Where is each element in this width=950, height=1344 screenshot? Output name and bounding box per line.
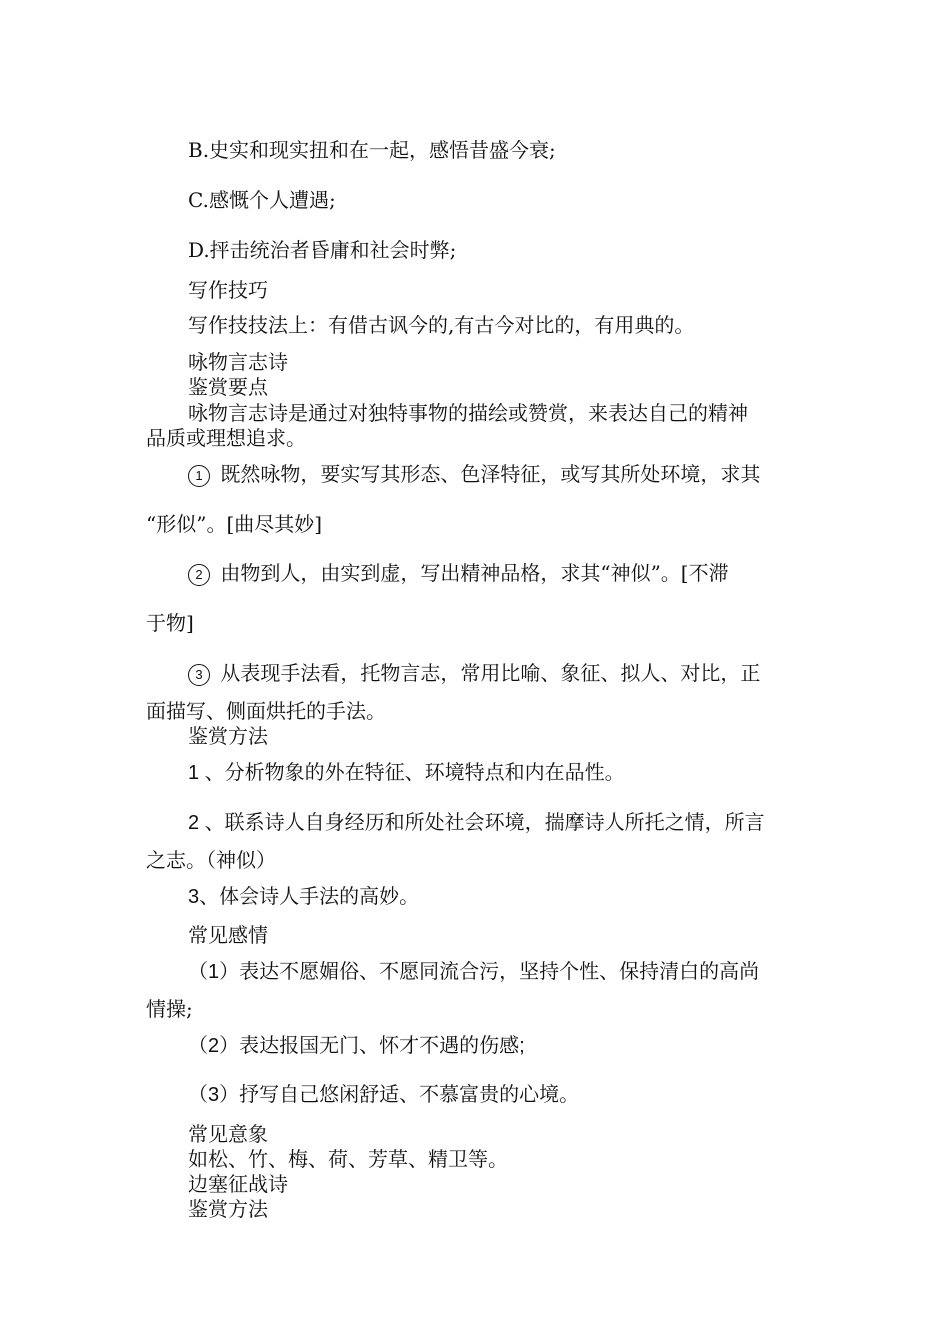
images-text: 如松、竹、梅、荷、芳草、精卫等。 [188,1147,508,1171]
paragraph-line: 咏物言志诗是通过对独特事物的描绘或赞赏，来表达自己的精神 [188,401,748,425]
method-2-text: 2 、联系诗人自身经历和所处社会环境，揣摩诗人所托之情，所言 [188,812,765,834]
heading-yongwu-poem: 咏物言志诗 [188,350,288,374]
paragraph-line: “形似”。[曲尽其妙] [146,512,323,536]
option-d-line: D.抨击统治者昏庸和社会时弊; [188,238,457,262]
circled-number-icon: 2 [188,564,210,586]
heading-frontier-poem: 边塞征战诗 [188,1172,288,1196]
option-c-line: C.感慨个人遭遇; [188,188,336,212]
point-1-text: 既然咏物，要实写其形态、色泽特征，或写其所处环境，求其 [220,462,761,486]
point-2-text: 由物到人，由实到虚，写出精神品格，求其“神似”。[不滞 [220,561,729,585]
method-3-text: 3、体会诗人手法的高妙。 [188,886,420,908]
heading-writing-skills: 写作技巧 [188,278,268,302]
method-1-text: 1 、分析物象的外在特征、环境特点和内在品性。 [188,762,625,784]
paragraph-line: 之志。（神似） [146,848,276,872]
paragraph-line: 品质或理想追求。 [146,426,306,450]
heading-common-images: 常见意象 [188,1122,268,1146]
heading-appreciation-methods: 鉴赏方法 [188,1197,268,1221]
circled-number-icon: 1 [188,465,210,487]
emotion-2-text: （2）表达报国无门、怀才不遇的伤感; [188,1035,525,1057]
emotion-1-text: （1）表达不愿媚俗、不愿同流合污，坚持个性、保持清白的高尚 [188,961,760,983]
paragraph-line: 情操; [146,997,193,1021]
option-b-line: B.史实和现实扭和在一起，感悟昔盛今衰; [188,138,556,162]
paragraph-line: 于物] [146,611,194,635]
emotion-3-text: （3）抒写自己悠闲舒适、不慕富贵的心境。 [188,1084,580,1106]
circled-number-icon: 3 [188,664,210,686]
point-3-line [188,661,760,686]
heading-appreciation-methods: 鉴赏方法 [188,724,268,748]
point-2-line [188,561,729,586]
point-1-line [188,462,760,487]
heading-common-emotions: 常见感情 [188,923,268,947]
heading-appreciation-points: 鉴赏要点 [188,375,268,399]
writing-skills-text: 写作技技法上：有借古讽今的,有古今对比的，有用典的。 [188,313,695,337]
paragraph-line: 面描写、侧面烘托的手法。 [146,699,386,723]
point-3-text: 从表现手法看，托物言志，常用比喻、象征、拟人、对比，正 [220,661,761,685]
